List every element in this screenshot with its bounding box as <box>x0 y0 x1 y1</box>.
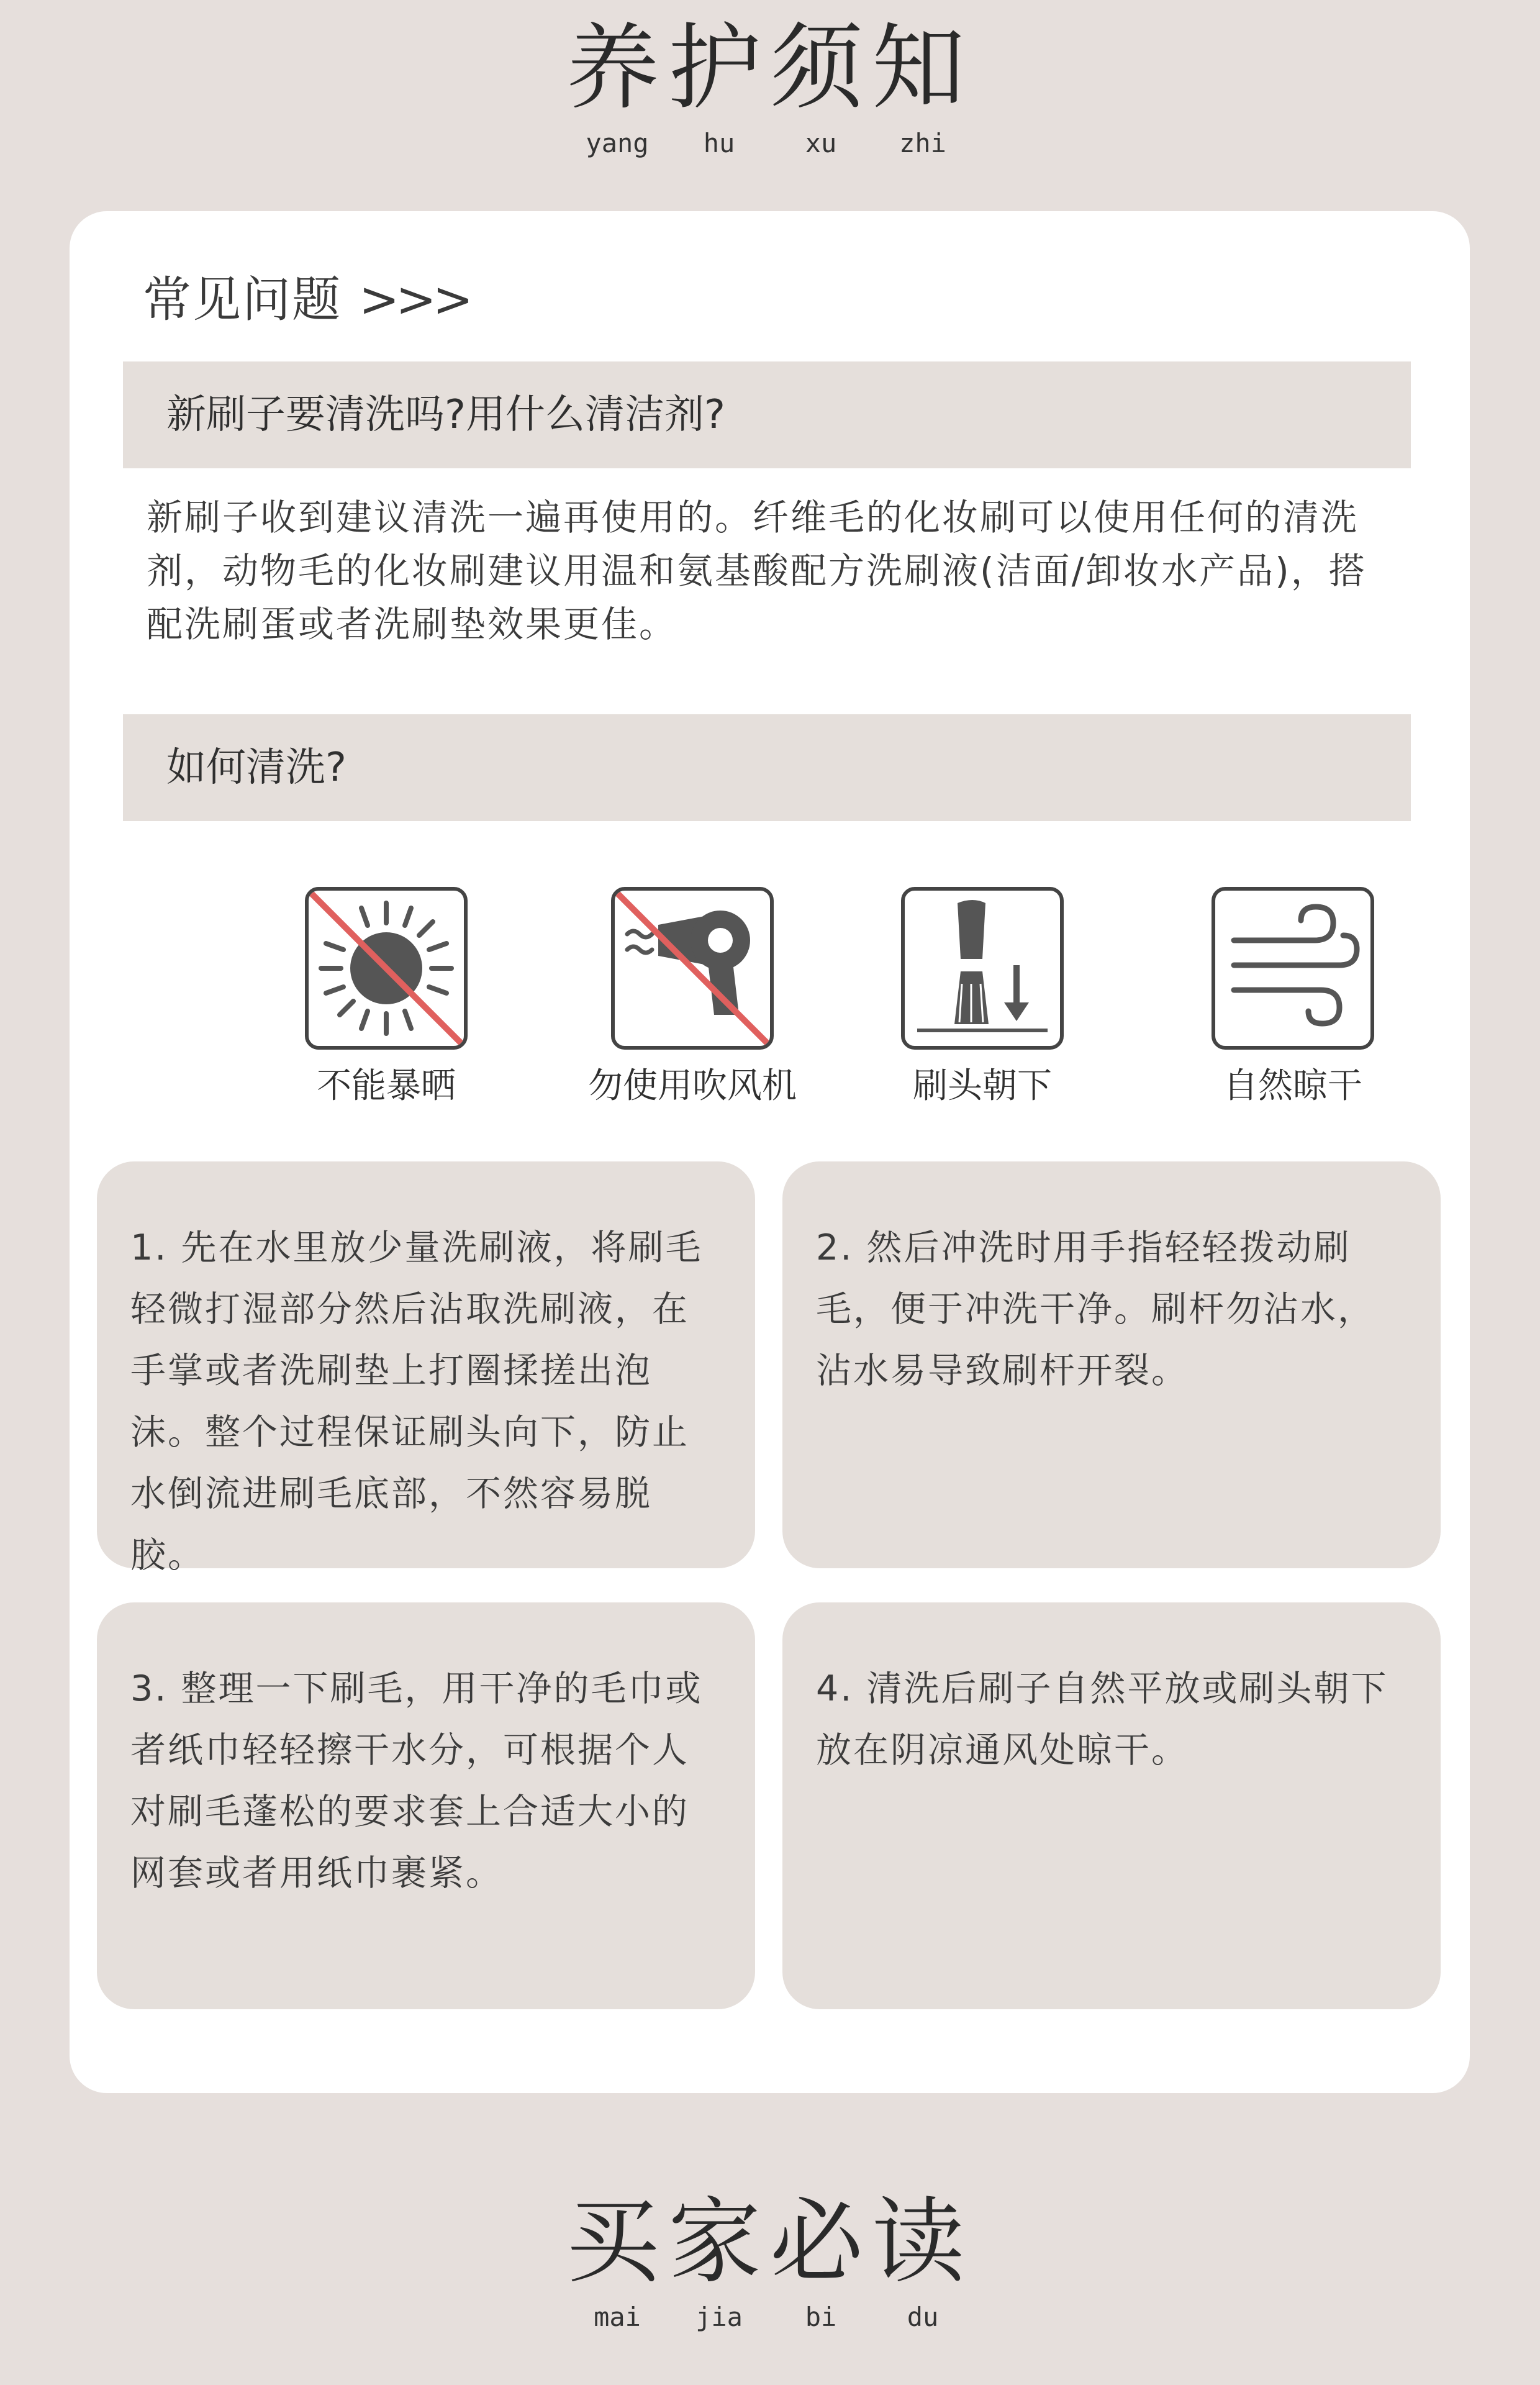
buyers-must-read-heading <box>0 2186 1540 2332</box>
care-icon-item <box>1162 887 1423 1108</box>
step-panel: 2. 然后冲洗时用手指轻轻拨动刷毛，便于冲洗干净。刷杆勿沾水，沾水易导致刷杆开裂。 <box>782 1161 1441 1568</box>
step-panel: 1. 先在水里放少量洗刷液，将刷毛轻微打湿部分然后沾取洗刷液，在手掌或者洗刷垫上打圈揉搓出泡沫。整个过程保证刷头向下，防止水倒流进刷毛底部，不然容易脱胶。 <box>97 1161 755 1568</box>
pinyin-syllable: du <box>907 2302 939 2332</box>
step-panel: 3. 整理一下刷毛，用干净的毛巾或者纸巾轻轻擦干水分，可根据个人对刷毛蓬松的要求套上合适大小的网套或者用纸巾裹紧。 <box>97 1602 755 2009</box>
section-title: 买家必读 <box>566 2188 974 2296</box>
answer-text: 新刷子收到建议清洗一遍再使用的。纤维毛的化妆刷可以使用任何的清洗剂，动物毛的化妆刷建议用温和氨基酸配方洗刷液(洁面/卸妆水产品)，搭配洗刷蛋或者洗刷垫效果更佳。 <box>147 496 1367 645</box>
care-icons-row <box>70 887 1470 1123</box>
pinyin-syllable: zhi <box>899 128 946 158</box>
care-icon-item <box>562 887 823 1108</box>
pinyin-syllable: mai <box>594 2302 641 2332</box>
care-icon-item <box>852 887 1113 1108</box>
question-bar: 如何清洗? <box>123 714 1411 821</box>
no-hair-dryer-icon <box>611 887 774 1050</box>
title-pinyin <box>0 128 1540 158</box>
chevrons-icon: >>> <box>359 272 470 328</box>
care-icon-label: 自然晾干 <box>1223 1066 1362 1106</box>
page-title: 养护须知 <box>566 14 974 122</box>
faq-section-title <box>143 261 469 330</box>
care-icon-label: 刷头朝下 <box>913 1066 1052 1106</box>
question-bar: 新刷子要清洗吗?用什么清洁剂? <box>123 361 1411 468</box>
pinyin-syllable: jia <box>695 2302 743 2332</box>
pinyin-syllable: hu <box>703 128 735 158</box>
pinyin-syllable: yang <box>586 128 649 158</box>
pinyin-syllable: xu <box>805 128 837 158</box>
air-dry-wind-icon <box>1212 887 1374 1050</box>
care-icon-label: 不能暴晒 <box>317 1066 456 1106</box>
care-icon-label: 勿使用吹风机 <box>588 1066 797 1106</box>
faq-title-text: 常见问题 <box>143 272 342 328</box>
footer-pinyin <box>0 2302 1540 2332</box>
faq-card <box>70 211 1470 2093</box>
step-panel: 4. 清洗后刷子自然平放或刷头朝下放在阴凉通风处晾干。 <box>782 1602 1441 2009</box>
brush-head-down-icon <box>901 887 1064 1050</box>
pinyin-syllable: bi <box>805 2302 837 2332</box>
care-icon-item <box>256 887 517 1108</box>
no-sun-icon <box>305 887 468 1050</box>
care-instructions-heading <box>0 12 1540 158</box>
